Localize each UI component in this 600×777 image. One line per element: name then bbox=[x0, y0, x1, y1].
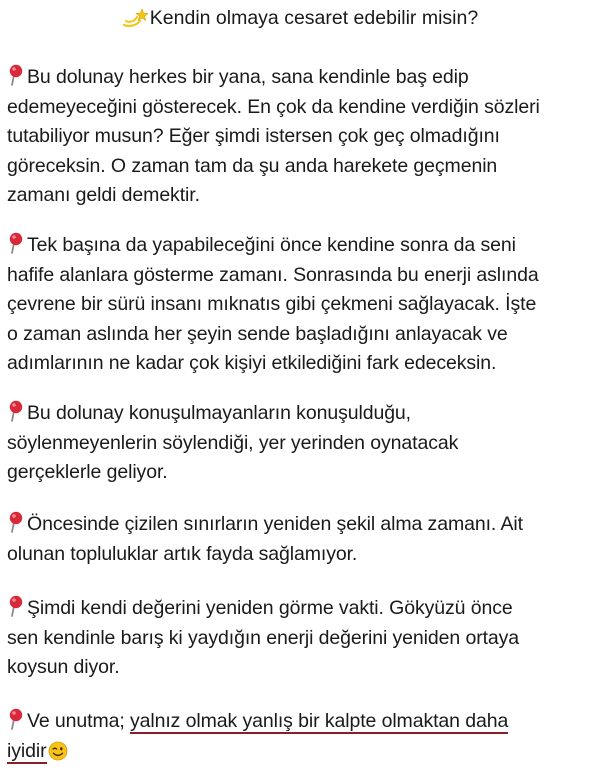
paragraph-line: tutabiliyor musun? Eğer şimdi istersen çok geç olmadığını bbox=[7, 125, 500, 147]
round-pushpin-icon bbox=[7, 400, 25, 422]
dizzy-icon bbox=[122, 6, 148, 28]
paragraph-line: Tek başına da yapabileceğini önce kendine sonra da seni bbox=[7, 231, 597, 261]
paragraph-5 bbox=[7, 594, 597, 683]
paragraph-final bbox=[7, 707, 597, 766]
paragraph-line: sen kendinle barış ki yaydığın enerji değerini yeniden ortaya bbox=[7, 626, 520, 649]
paragraph-line: gerçeklerle geliyor. bbox=[7, 461, 168, 483]
paragraph-line: o zaman aslında her şeyin sende başladığını anlayacak ve bbox=[7, 322, 508, 345]
paragraph-line: zamanı geldi demektir. bbox=[7, 184, 200, 206]
paragraph-2 bbox=[7, 231, 597, 379]
paragraph-line: çevrene bir sürü insanı mıknatıs gibi çekmeni sağlayacak. İşte bbox=[7, 293, 537, 315]
round-pushpin-icon bbox=[7, 708, 25, 730]
title-text: Kendin olmaya cesaret edebilir misin? bbox=[149, 7, 479, 29]
paragraph-line bbox=[7, 707, 597, 737]
round-pushpin-icon bbox=[7, 595, 25, 617]
final-prefix: Ve unutma; bbox=[27, 710, 130, 732]
paragraph-line: koysun diyor. bbox=[7, 656, 120, 678]
round-pushpin-icon bbox=[7, 64, 25, 86]
paragraph-line: Bu dolunay konuşulmayanların konuşulduğu, bbox=[7, 399, 597, 429]
underlined-text: iyidir bbox=[7, 739, 47, 762]
paragraph-line: hafife alanlara gösterme zamanı. Sonrasında bu enerji aslında bbox=[7, 263, 539, 286]
paragraph-1 bbox=[7, 63, 597, 211]
paragraph-3 bbox=[7, 399, 597, 488]
round-pushpin-icon bbox=[7, 511, 25, 533]
paragraph-line: adımlarının ne kadar çok kişiyi etkilediğini fark edeceksin. bbox=[7, 352, 497, 374]
paragraph-line: olunan topluluklar artık fayda sağlamıyor. bbox=[7, 542, 358, 565]
post-title bbox=[0, 4, 600, 32]
paragraph-line: Öncesinde çizilen sınırların yeniden şekil alma zamanı. Ait bbox=[7, 510, 597, 540]
round-pushpin-icon bbox=[7, 232, 25, 254]
paragraph-line: göreceksin. O zaman tam da şu anda harekete geçmenin bbox=[7, 154, 498, 177]
paragraph-line: söylenmeyenlerin söylendiği, yer yerinden oynatacak bbox=[7, 431, 459, 454]
paragraph-line bbox=[7, 737, 597, 767]
paragraph-line: Şimdi kendi değerini yeniden görme vakti. Gökyüzü önce bbox=[7, 594, 597, 624]
paragraph-line: Bu dolunay herkes bir yana, sana kendinle baş edip bbox=[7, 63, 597, 93]
winking-face-icon bbox=[48, 741, 68, 761]
paragraph-4 bbox=[7, 510, 597, 569]
paragraph-line: edemeyeceğini gösterecek. En çok da kendine verdiğin sözleri bbox=[7, 95, 540, 118]
underlined-text: yalnız olmak yanlış bir kalpte olmaktan daha bbox=[129, 710, 509, 732]
